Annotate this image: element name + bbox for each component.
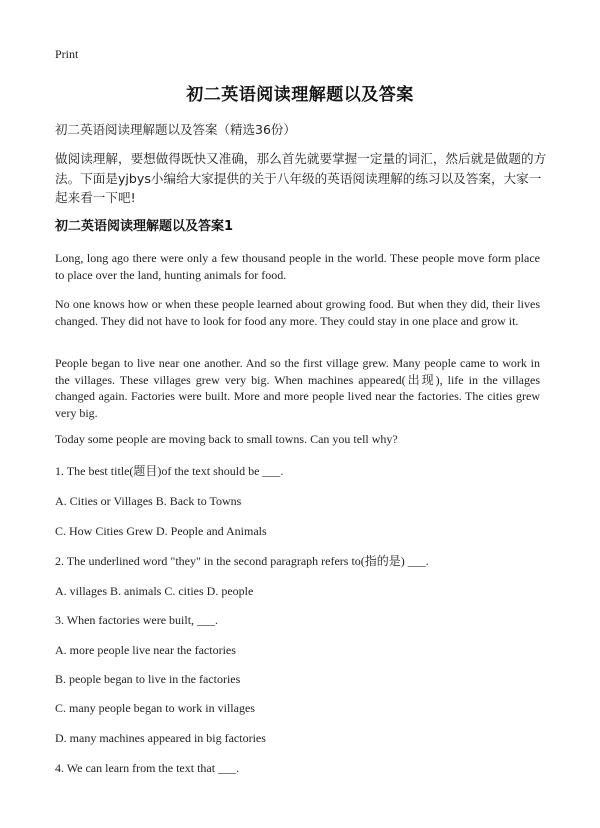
passage-paragraph-2: No one knows how or when these people learned about growing food. But when they did, their lives changed. They did not have to look for food any more. They could stay in one place and grow it. [55,297,540,328]
passage-paragraph-1: Long, long ago there were only a few thousand people in the world. These people move form place to place over the land, hunting animals for food. [55,251,540,282]
print-link[interactable]: Print [55,47,79,61]
question-3-option-a: A. more people live near the factories [55,643,236,657]
question-1: 1. The best title(题目)of the text should be ___. [55,464,284,478]
passage-paragraph-3: People began to live near one another. And so the first village grew. Many people came to work in the villages. These villages grew very big. When machines appeared(出现), life in the villages changed again. Factories were built. More and more people lived near the factories. The cities grew very big. [55,356,540,420]
document-subtitle: 初二英语阅读理解题以及答案（精选36份） [55,122,296,137]
page-title: 初二英语阅读理解题以及答案 [186,85,414,105]
question-2: 2. The underlined word "they" in the second paragraph refers to(指的是) ___. [55,554,429,568]
question-1-options-ab: A. Cities or Villages B. Back to Towns [55,494,242,508]
section-heading: 初二英语阅读理解题以及答案1 [55,219,234,234]
question-4: 4. We can learn from the text that ___. [55,761,240,775]
question-1-options-cd: C. How Cities Grew D. People and Animals [55,524,267,538]
question-3: 3. When factories were built, ___. [55,613,219,627]
intro-paragraph: 做阅读理解，要想做得既快又准确，那么首先就要掌握一定量的词汇，然后就是做题的方法。下面是yjbys小编给大家提供的关于八年级的英语阅读理解的练习以及答案，大家一起来看一下吧! [55,151,547,205]
passage-paragraph-4: Today some people are moving back to small towns. Can you tell why? [55,432,398,446]
question-3-option-c: C. many people began to work in villages [55,701,255,715]
question-2-options: A. villages B. animals C. cities D. people [55,584,254,598]
question-3-option-d: D. many machines appeared in big factories [55,731,266,745]
question-3-option-b: B. people began to live in the factories [55,672,241,686]
